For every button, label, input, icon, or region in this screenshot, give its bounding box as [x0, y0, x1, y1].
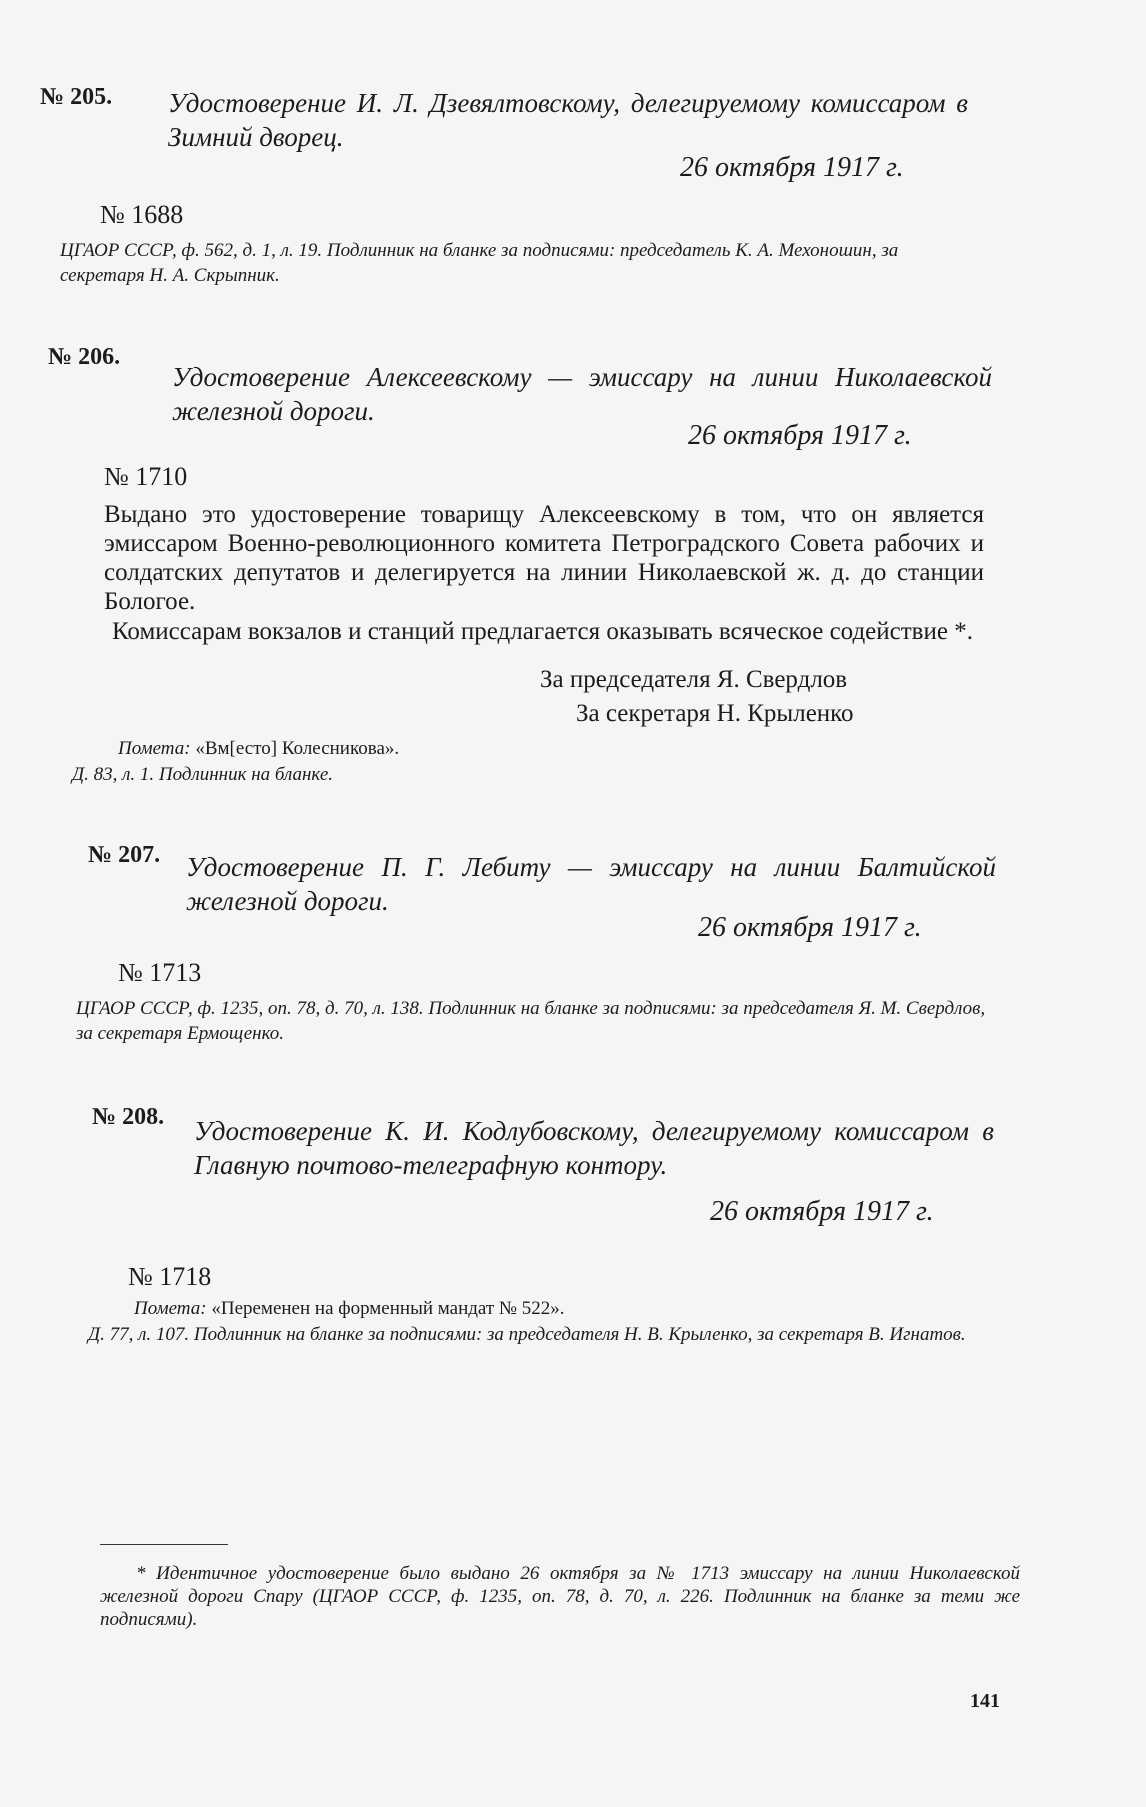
doc-205-title: Удостоверение И. Л. Дзевялтовскому, делегируемому комиссаром в Зимний дворец. — [168, 88, 968, 152]
doc-206-reg-number: № 1710 — [104, 462, 188, 491]
doc-206-title: Удостоверение Алексеевскому — эмиссару на линии Николаевской железной дороги. — [172, 362, 992, 426]
doc-208-mark — [134, 1296, 565, 1321]
doc-206-mark-label: Помета: — [118, 738, 191, 759]
doc-206-body-paragraph-2: Комиссарам вокзалов и станций предлагается оказывать всяческое содействие *. — [112, 618, 973, 645]
doc-206-mark — [118, 736, 399, 761]
doc-206-mark-text: «Вм[есто] Колесникова». — [195, 738, 400, 759]
doc-207-date: 26 октября 1917 г. — [698, 912, 922, 943]
footnote: * Идентичное удостоверение было выдано 26 октября за № 1713 эмиссару на линии Николаевской железной дороги Спару (ЦГАОР СССР, ф. 1235, оп. 78, д. 70, л. 226. Подлинник на бланке за теми же подписями). — [100, 1563, 1020, 1630]
doc-206-number: № 206. — [48, 344, 121, 370]
doc-207-source: ЦГАОР СССР, ф. 1235, оп. 78, д. 70, л. 138. Подлинник на бланке за подписями: за председателя Я. М. Свердлов, за секретаря Ермощенко. — [76, 998, 986, 1044]
doc-205-number: № 205. — [40, 84, 113, 110]
doc-205-reg-number: № 1688 — [100, 200, 184, 229]
doc-207-reg-number: № 1713 — [118, 958, 202, 987]
doc-206-source: Д. 83, л. 1. Подлинник на бланке. — [72, 764, 334, 785]
doc-208-source: Д. 77, л. 107. Подлинник на бланке за подписями: за председателя Н. В. Крыленко, за секретаря В. Игнатов. — [88, 1324, 966, 1345]
doc-206-body-paragraph-1: Выдано это удостоверение товарищу Алексеевскому в том, что он является эмиссаром Военно-революционного комитета Петроградского Совета рабочих и солдатских депутатов и делегируется на линии Николаевской ж. д. до станции Бологое. — [104, 501, 984, 615]
doc-205-source: ЦГАОР СССР, ф. 562, д. 1, л. 19. Подлинник на бланке за подписями: председатель К. А. Мехоношин, за секретаря Н. А. Скрыпник. — [60, 240, 899, 286]
page-number: 141 — [970, 1690, 1000, 1712]
doc-208-number: № 208. — [92, 1104, 165, 1130]
doc-205-date: 26 октября 1917 г. — [680, 152, 904, 183]
doc-207-title: Удостоверение П. Г. Лебиту — эмиссару на линии Балтийской железной дороги. — [186, 852, 996, 916]
doc-208-title: Удостоверение К. И. Кодлубовскому, делегируемому комиссаром в Главную почтово-телеграфную контору. — [194, 1116, 994, 1180]
footnote-divider — [100, 1544, 228, 1545]
doc-206-date: 26 октября 1917 г. — [688, 420, 912, 451]
doc-208-date: 26 октября 1917 г. — [710, 1196, 934, 1227]
doc-208-reg-number: № 1718 — [128, 1262, 212, 1291]
doc-208-mark-text: «Переменен на форменный мандат № 522». — [211, 1298, 565, 1319]
doc-206-signature-secretary: За секретаря Н. Крыленко — [576, 700, 854, 727]
doc-207-number: № 207. — [88, 842, 161, 868]
doc-206-signature-chair: За председателя Я. Свердлов — [540, 666, 848, 693]
doc-208-mark-label: Помета: — [134, 1298, 207, 1319]
